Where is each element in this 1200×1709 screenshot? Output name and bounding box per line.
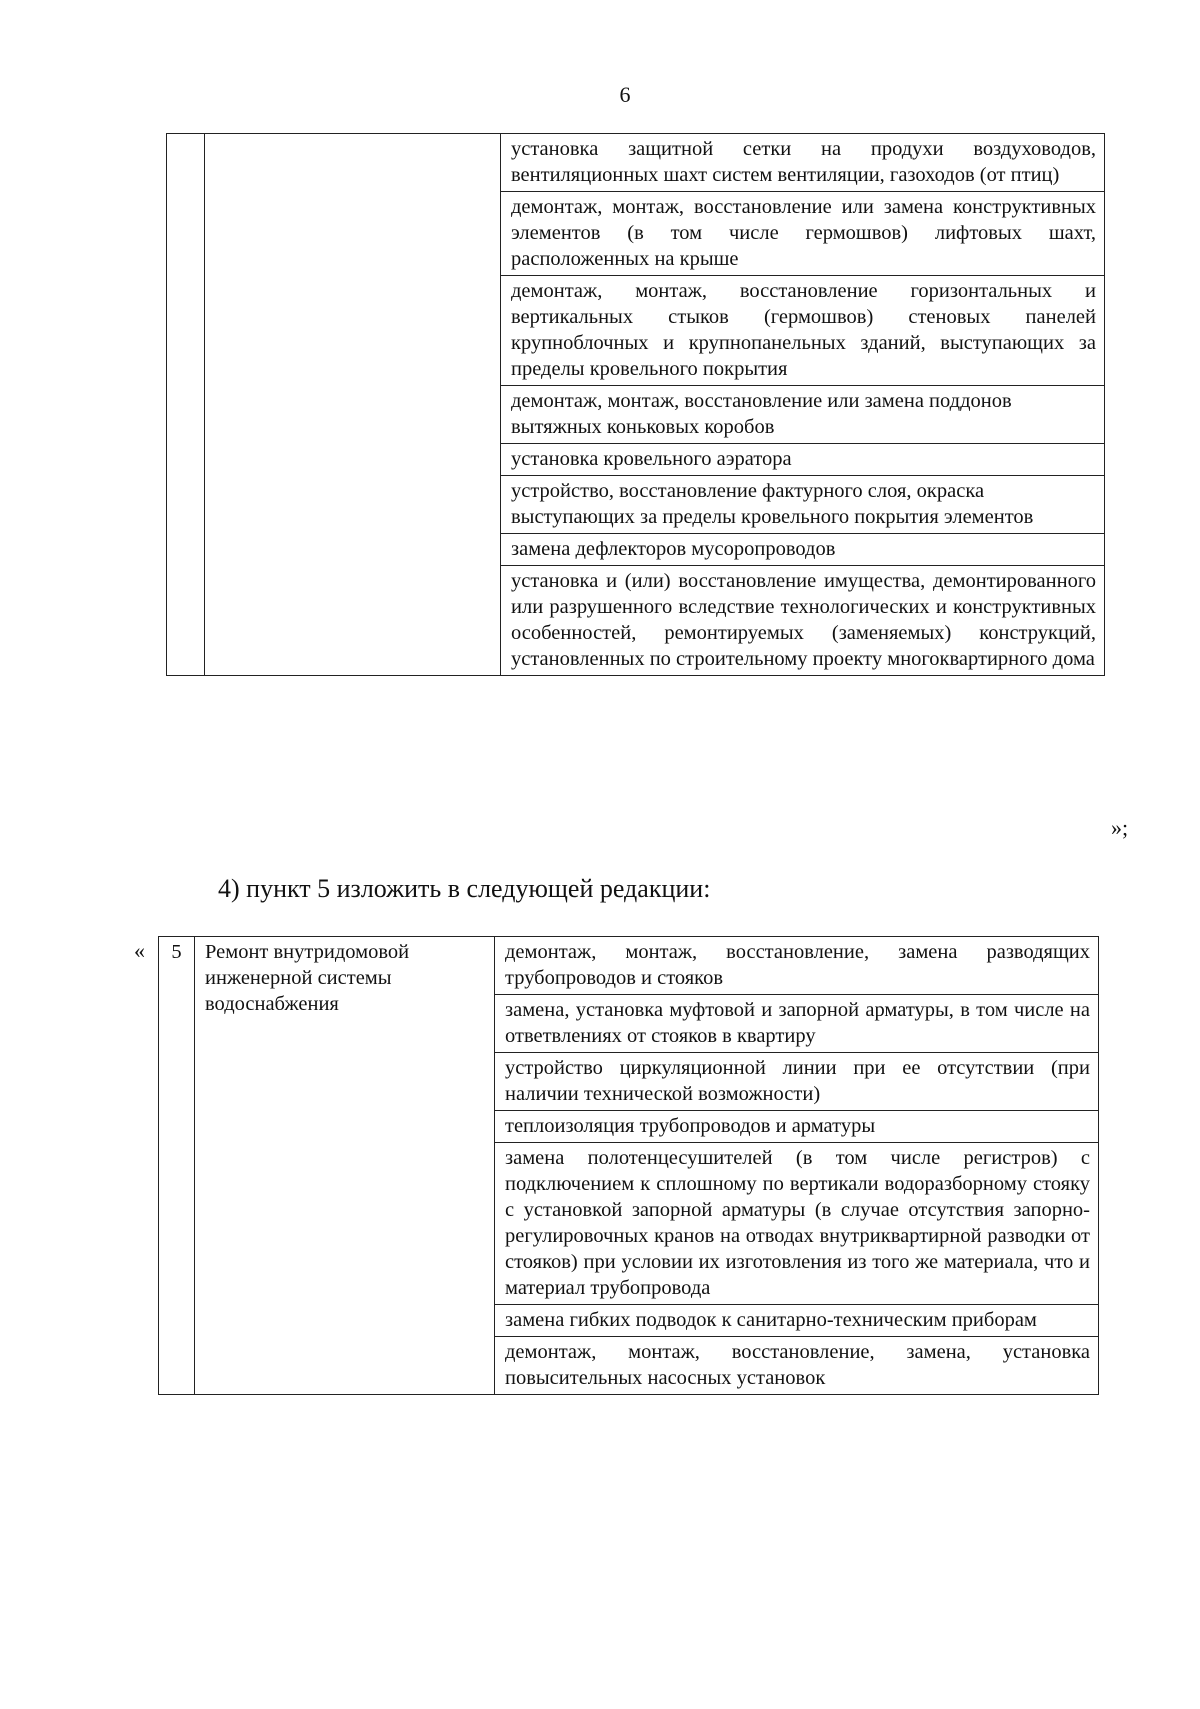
opening-quote-mark: « [134, 938, 145, 963]
work-item: устройство циркуляционной линии при ее отсутствии (при наличии технической возможности) [495, 1053, 1099, 1111]
item-number: 5 [159, 937, 195, 1395]
work-item: замена, установка муфтовой и запорной арматуры, в том числе на ответвлениях от стояков в квартиру [495, 995, 1099, 1053]
number-cell-empty [167, 134, 205, 676]
work-item: демонтаж, монтаж, восстановление, замена, установка повысительных насосных установок [495, 1337, 1099, 1395]
work-item: замена полотенцесушителей (в том числе регистров) с подключением к сплошному по вертикали водоразборному стояку с установкой запорной арматуры (в случае отсутствия запорно-регулировочных кранов на отводах внутриквартирной разводки от стояков) при условии их изготовления из того же материала, что и материал трубопровода [495, 1143, 1099, 1305]
work-item: теплоизоляция трубопроводов и арматуры [495, 1111, 1099, 1143]
work-item: демонтаж, монтаж, восстановление или замена конструктивных элементов (в том числе гермошвов) лифтовых шахт, расположенных на крыше [501, 192, 1105, 276]
work-item: установка и (или) восстановление имущества, демонтированного или разрушенного вследствие технологических и конструктивных особенностей, ремонтируемых (заменяемых) конструкций, установленных по строительному проекту многоквартирного дома [501, 566, 1105, 676]
work-item: установка защитной сетки на продухи воздуховодов, вентиляционных шахт систем вентиляции, газоходов (от птиц) [501, 134, 1105, 192]
work-item: замена дефлекторов мусоропроводов [501, 534, 1105, 566]
works-table-item-5 [158, 936, 1099, 1395]
work-item: демонтаж, монтаж, восстановление или замена поддонов вытяжных коньковых коробов [501, 386, 1105, 444]
work-item: демонтаж, монтаж, восстановление, замена разводящих трубопроводов и стояков [495, 937, 1099, 995]
table-row [159, 937, 1099, 995]
table-row [167, 134, 1105, 192]
title-cell-empty [205, 134, 501, 676]
work-item: установка кровельного аэратора [501, 444, 1105, 476]
amendment-instruction: 4) пункт 5 изложить в следующей редакции: [218, 874, 711, 903]
work-item: замена гибких подводок к санитарно-техническим приборам [495, 1305, 1099, 1337]
item-title: Ремонт внутридомовой инженерной системы водоснабжения [195, 937, 495, 1395]
closing-quote-mark: »; [1111, 815, 1129, 840]
page-number: 6 [619, 82, 631, 107]
work-item: демонтаж, монтаж, восстановление горизонтальных и вертикальных стыков (гермошвов) стеновых панелей крупноблочных и крупнопанельных зданий, выступающих за пределы кровельного покрытия [501, 276, 1105, 386]
work-item: устройство, восстановление фактурного слоя, окраска выступающих за пределы кровельного покрытия элементов [501, 476, 1105, 534]
works-table-continued [166, 133, 1105, 676]
